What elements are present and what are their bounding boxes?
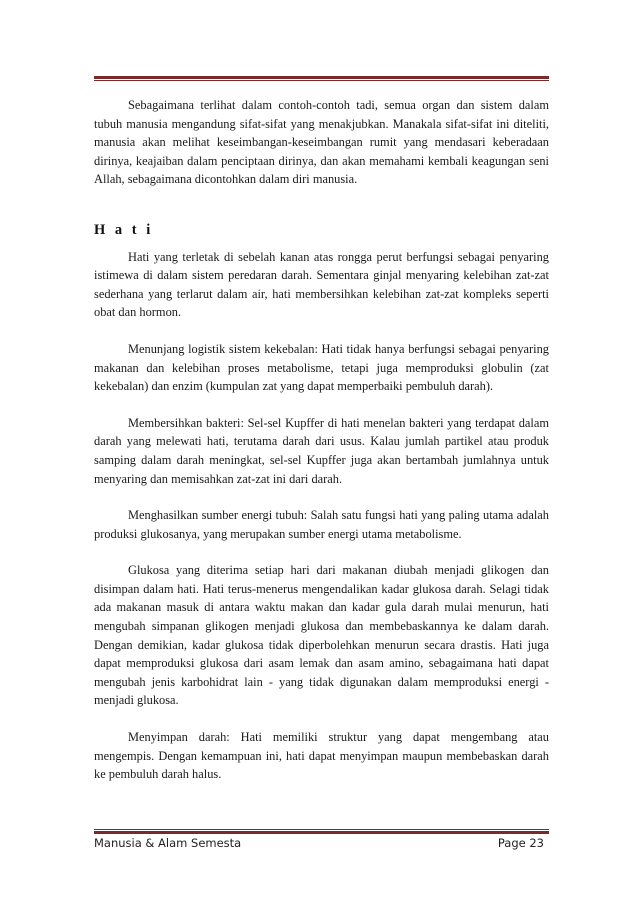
- header-rule-thin: [94, 80, 549, 81]
- footer-rule-thick: [94, 831, 549, 834]
- section-paragraph-1: Hati yang terletak di sebelah kanan atas rongga perut berfungsi sebagai penyaring istimewa di dalam sistem peredaran darah. Sementara ginjal menyaring kelebihan zat-zat sederhana yang terlarut dalam air, hati membersihkan kelebihan zat-zat kompleks seperti obat dan hormon.: [94, 249, 549, 320]
- footer-rule-thin: [94, 829, 549, 830]
- section-heading: H a t i: [94, 221, 154, 238]
- section-paragraph-5: Glukosa yang diterima setiap hari dari makanan diubah menjadi glikogen dan disimpan dalam hati. Hati terus-menerus mengendalikan kadar glukosa darah. Selagi tidak ada makanan masuk di antara waktu makan dan kadar gula darah mulai menurun, hati mengubah simpanan glikogen menjadi glukosa dan membebaskannya ke dalam darah. Dengan demikian, kadar glukosa tidak diperbolehkan menurun secara drastis. Hati juga dapat memproduksi glukosa dari asam lemak dan asam amino, sebagaimana hati dapat mengubah jenis karbohidrat lain - yang tidak digunakan dalam memproduksi energi - menjadi glukosa.: [94, 563, 549, 708]
- footer-rule: [94, 829, 549, 835]
- intro-paragraph: Sebagaimana terlihat dalam contoh-contoh tadi, semua organ dan sistem dalam tubuh manusia mengandung sifat-sifat yang menakjubkan. Manakala sifat-sifat ini diteliti, manusia akan melihat keseimbangan-keseimbangan rumit yang mendasari keberadaan dirinya, keajaiban dalam penciptaan dirinya, dan akan memahami kembali keagungan seni Allah, sebagaimana dicontohkan dalam diri manusia.: [94, 98, 549, 187]
- header-rule: [94, 76, 549, 82]
- header-rule-thick: [94, 76, 549, 79]
- page-number: Page 23: [497, 836, 544, 850]
- section-paragraph-6: Menyimpan darah: Hati memiliki struktur yang dapat mengembang atau mengempis. Dengan kemampuan ini, hati dapat menyimpan maupun membebaskan darah ke pembuluh darah halus.: [94, 730, 549, 782]
- section-paragraph-3: Membersihkan bakteri: Sel-sel Kupffer di hati menelan bakteri yang terdapat dalam darah yang melewati hati, terutama darah dari usus. Kalau jumlah partikel atau produk samping dalam darah meningkat, sel-sel Kupffer juga akan bertambah jumlahnya untuk menyaring dan memisahkan zat-zat ini dari darah.: [94, 415, 549, 486]
- page-content: [94, 96, 549, 802]
- section-paragraph-2: Menunjang logistik sistem kekebalan: Hati tidak hanya berfungsi sebagai penyaring makanan dan kelebihan proses metabolisme, tetapi juga memproduksi globulin (zat kekebalan) dan enzim (kumpulan zat yang dapat memperbaiki pembuluh darah).: [94, 341, 549, 394]
- section-paragraph-4: Menghasilkan sumber energi tubuh: Salah satu fungsi hati yang paling utama adalah produksi glukosanya, yang merupakan sumber energi utama metabolisme.: [94, 508, 549, 541]
- footer-title: Manusia & Alam Semesta: [94, 836, 242, 850]
